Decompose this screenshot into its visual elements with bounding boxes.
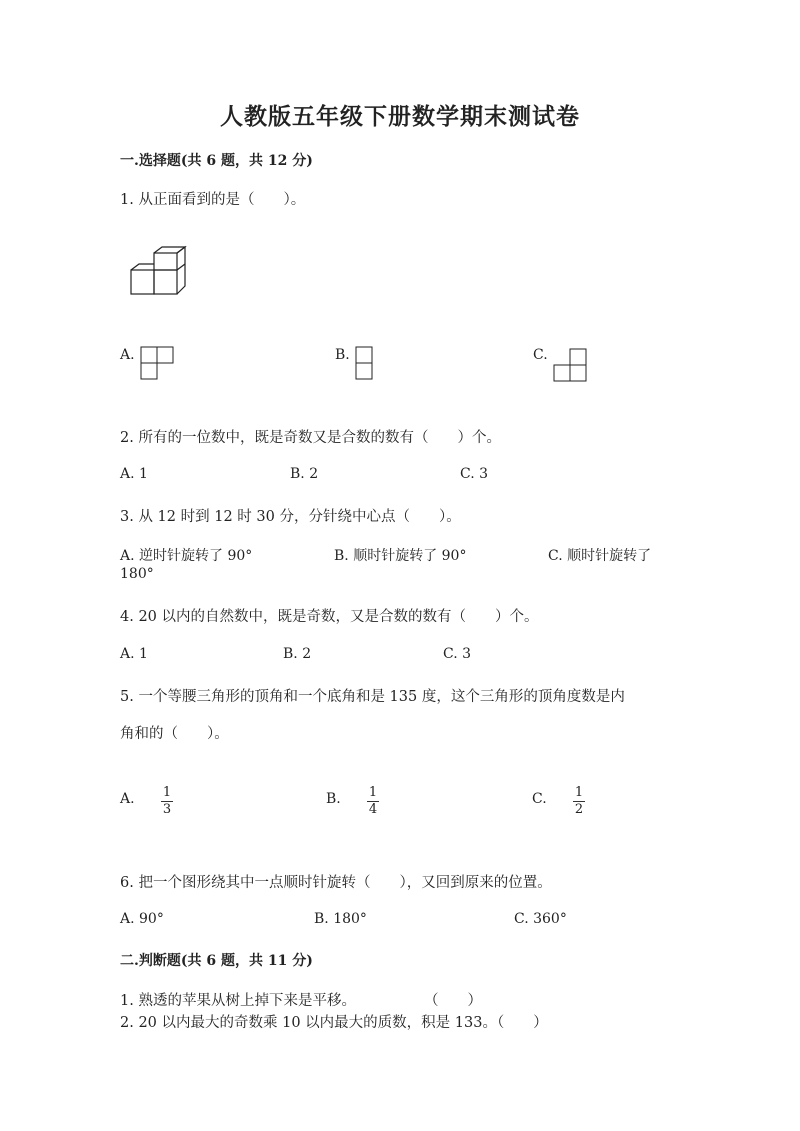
judgement-2: 2. 20 以内最大的奇数乘 10 以内最大的质数，积是 133。（ ） — [120, 1015, 548, 1031]
q2-option-b: B. 2 — [290, 466, 319, 482]
fraction-numerator: 1 — [574, 785, 584, 800]
page-title: 人教版五年级下册数学期末测试卷 — [220, 103, 580, 130]
q5-option-a-label: A. — [120, 791, 135, 807]
q2-option-c: C. 3 — [460, 466, 489, 482]
question-1: 1. 从正面看到的是（ ）。 — [120, 192, 306, 208]
question-3: 3. 从 12 时到 12 时 30 分，分针绕中心点（ ）。 — [120, 509, 461, 525]
q4-option-b: B. 2 — [283, 646, 312, 662]
question-6: 6. 把一个图形绕其中一点顺时针旋转（ ），又回到原来的位置。 — [120, 875, 552, 891]
fraction-denominator: 2 — [574, 802, 584, 817]
section-1-heading: 一.选择题(共 6 题，共 12 分) — [120, 153, 313, 169]
q2-option-a: A. 1 — [120, 466, 148, 482]
judgement-1: 1. 熟透的苹果从树上掉下来是平移。 — [120, 993, 356, 1009]
q6-option-a: A. 90° — [120, 911, 164, 927]
q5-option-c-label: C. — [532, 791, 547, 807]
q6-option-c: C. 360° — [514, 911, 567, 927]
q1-option-a-figure — [140, 346, 176, 380]
q4-option-c: C. 3 — [443, 646, 472, 662]
section-2-heading: 二.判断题(共 6 题，共 11 分) — [120, 953, 313, 969]
q4-option-a: A. 1 — [120, 646, 148, 662]
question-5-line-1: 5. 一个等腰三角形的顶角和一个底角和是 135 度，这个三角形的顶角度数是内 — [120, 689, 625, 705]
cube-stack-figure — [130, 246, 190, 296]
question-5-line-2: 角和的（ ）。 — [120, 726, 229, 742]
q1-option-c-figure — [552, 348, 588, 382]
q1-option-b-figure — [355, 346, 373, 380]
q3-option-b: B. 顺时针旋转了 90° — [334, 548, 467, 564]
q3-option-c-wrap: 180° — [120, 566, 154, 582]
q5-option-b-label: B. — [326, 791, 341, 807]
fraction-denominator: 4 — [368, 802, 378, 817]
q5-option-b-fraction — [365, 786, 381, 817]
q3-option-a: A. 逆时针旋转了 90° — [120, 548, 253, 564]
fraction-numerator: 1 — [162, 785, 172, 800]
q1-option-c-label: C. — [533, 347, 548, 363]
q1-option-b-label: B. — [335, 347, 350, 363]
question-2: 2. 所有的一位数中，既是奇数又是合数的数有（ ）个。 — [120, 430, 501, 446]
q5-option-c-fraction — [571, 786, 587, 817]
q3-option-c: C. 顺时针旋转了 — [548, 548, 652, 564]
fraction-denominator: 3 — [162, 802, 172, 817]
q6-option-b: B. 180° — [314, 911, 367, 927]
question-4: 4. 20 以内的自然数中，既是奇数，又是合数的数有（ ）个。 — [120, 609, 539, 625]
q1-option-a-label: A. — [120, 347, 135, 363]
judgement-1-answer-blank: （ ） — [424, 993, 482, 1009]
fraction-numerator: 1 — [368, 785, 378, 800]
q5-option-a-fraction — [159, 786, 175, 817]
